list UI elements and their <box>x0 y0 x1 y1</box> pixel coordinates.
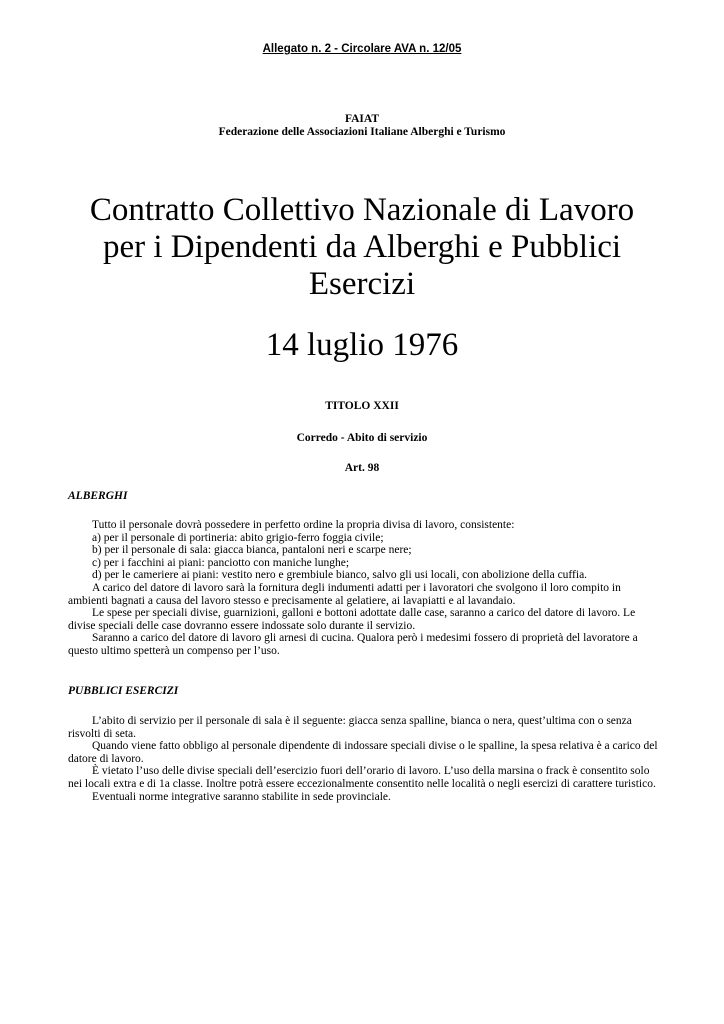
list-item: b) per il personale di sala: giacca bianca, pantaloni neri e scarpe nere; <box>92 544 412 557</box>
alberghi-paragraph-arnesi: Saranno a carico del datore di lavoro gli arnesi di cucina. Qualora però i medesimi fossero di proprietà del lavoratore a questo ultimo spetterà un compenso per l’uso. <box>68 632 638 657</box>
attachment-reference: Allegato n. 2 - Circolare AVA n. 12/05 <box>262 43 462 55</box>
pubblici-paragraph-norme: Eventuali norme integrative saranno stabilite in sede provinciale. <box>92 790 391 803</box>
organization-block <box>0 113 724 139</box>
title-line-1: Contratto Collettivo Nazionale di Lavoro <box>89 192 635 228</box>
article-heading: Art. 98 <box>344 462 380 474</box>
organization-acronym: FAIAT <box>344 113 380 125</box>
pubblici-esercizi-heading: PUBBLICI ESERCIZI <box>68 685 179 697</box>
document-title <box>60 192 664 303</box>
pubblici-paragraph-obbligo: Quando viene fatto obbligo al personale dipendente di indossare speciali divise o le spalline, la spesa relativa è a carico del datore di lavoro. <box>68 740 658 765</box>
alberghi-intro: Tutto il personale dovrà possedere in perfetto ordine la propria divisa di lavoro, consistente: <box>92 519 515 531</box>
pubblici-paragraph-vietato: È vietato l’uso delle divise speciali dell’esercizio fuori dell’orario di lavoro. L’uso della marsina o frack è consentito solo nei locali extra e di 1a classe. Inoltre potrà essere eccezionalmente consentito nelle località o negli esercizi di carattere turistico. <box>68 765 656 790</box>
titolo-heading: TITOLO XXII <box>325 400 399 412</box>
list-item: d) per le cameriere ai piani: vestito nero e grembiule bianco, salvo gli usi locali, con abolizione della cuffia. <box>92 569 588 582</box>
title-line-3: Esercizi <box>308 266 416 302</box>
pubblici-esercizi-section <box>68 715 658 803</box>
organization-name: Federazione delle Associazioni Italiane Alberghi e Turismo <box>218 126 506 138</box>
alberghi-section <box>68 519 658 658</box>
alberghi-paragraph-spese: Le spese per speciali divise, guarnizioni, galloni e bottoni adottate dalle case, saranno a carico del datore di lavoro. Le divise speciali delle case dovranno essere indossate solo durante il servizio. <box>68 607 636 632</box>
alberghi-paragraph-carico: A carico del datore di lavoro sarà la fornitura degli indumenti adatti per i lavoratori che svolgono il loro compito in ambienti bagnati a causa del lavoro stesso e precisamente al gelatiere, ai lavapiatti e al lavandaio. <box>68 581 621 607</box>
pubblici-paragraph-abito: L’abito di servizio per il personale di sala è il seguente: giacca senza spalline, bianca o nera, quest’ultima con o senza risvolti di seta. <box>68 715 632 740</box>
alberghi-heading: ALBERGHI <box>68 490 128 502</box>
list-item: c) per i facchini ai piani: panciotto con maniche lunghe; <box>92 556 350 569</box>
title-line-2: per i Dipendenti da Alberghi e Pubblici <box>102 229 622 265</box>
list-item: a) per il personale di portineria: abito grigio-ferro foggia civile; <box>92 531 384 544</box>
subject-heading: Corredo - Abito di servizio <box>296 432 428 444</box>
document-date: 14 luglio 1976 <box>265 327 459 363</box>
